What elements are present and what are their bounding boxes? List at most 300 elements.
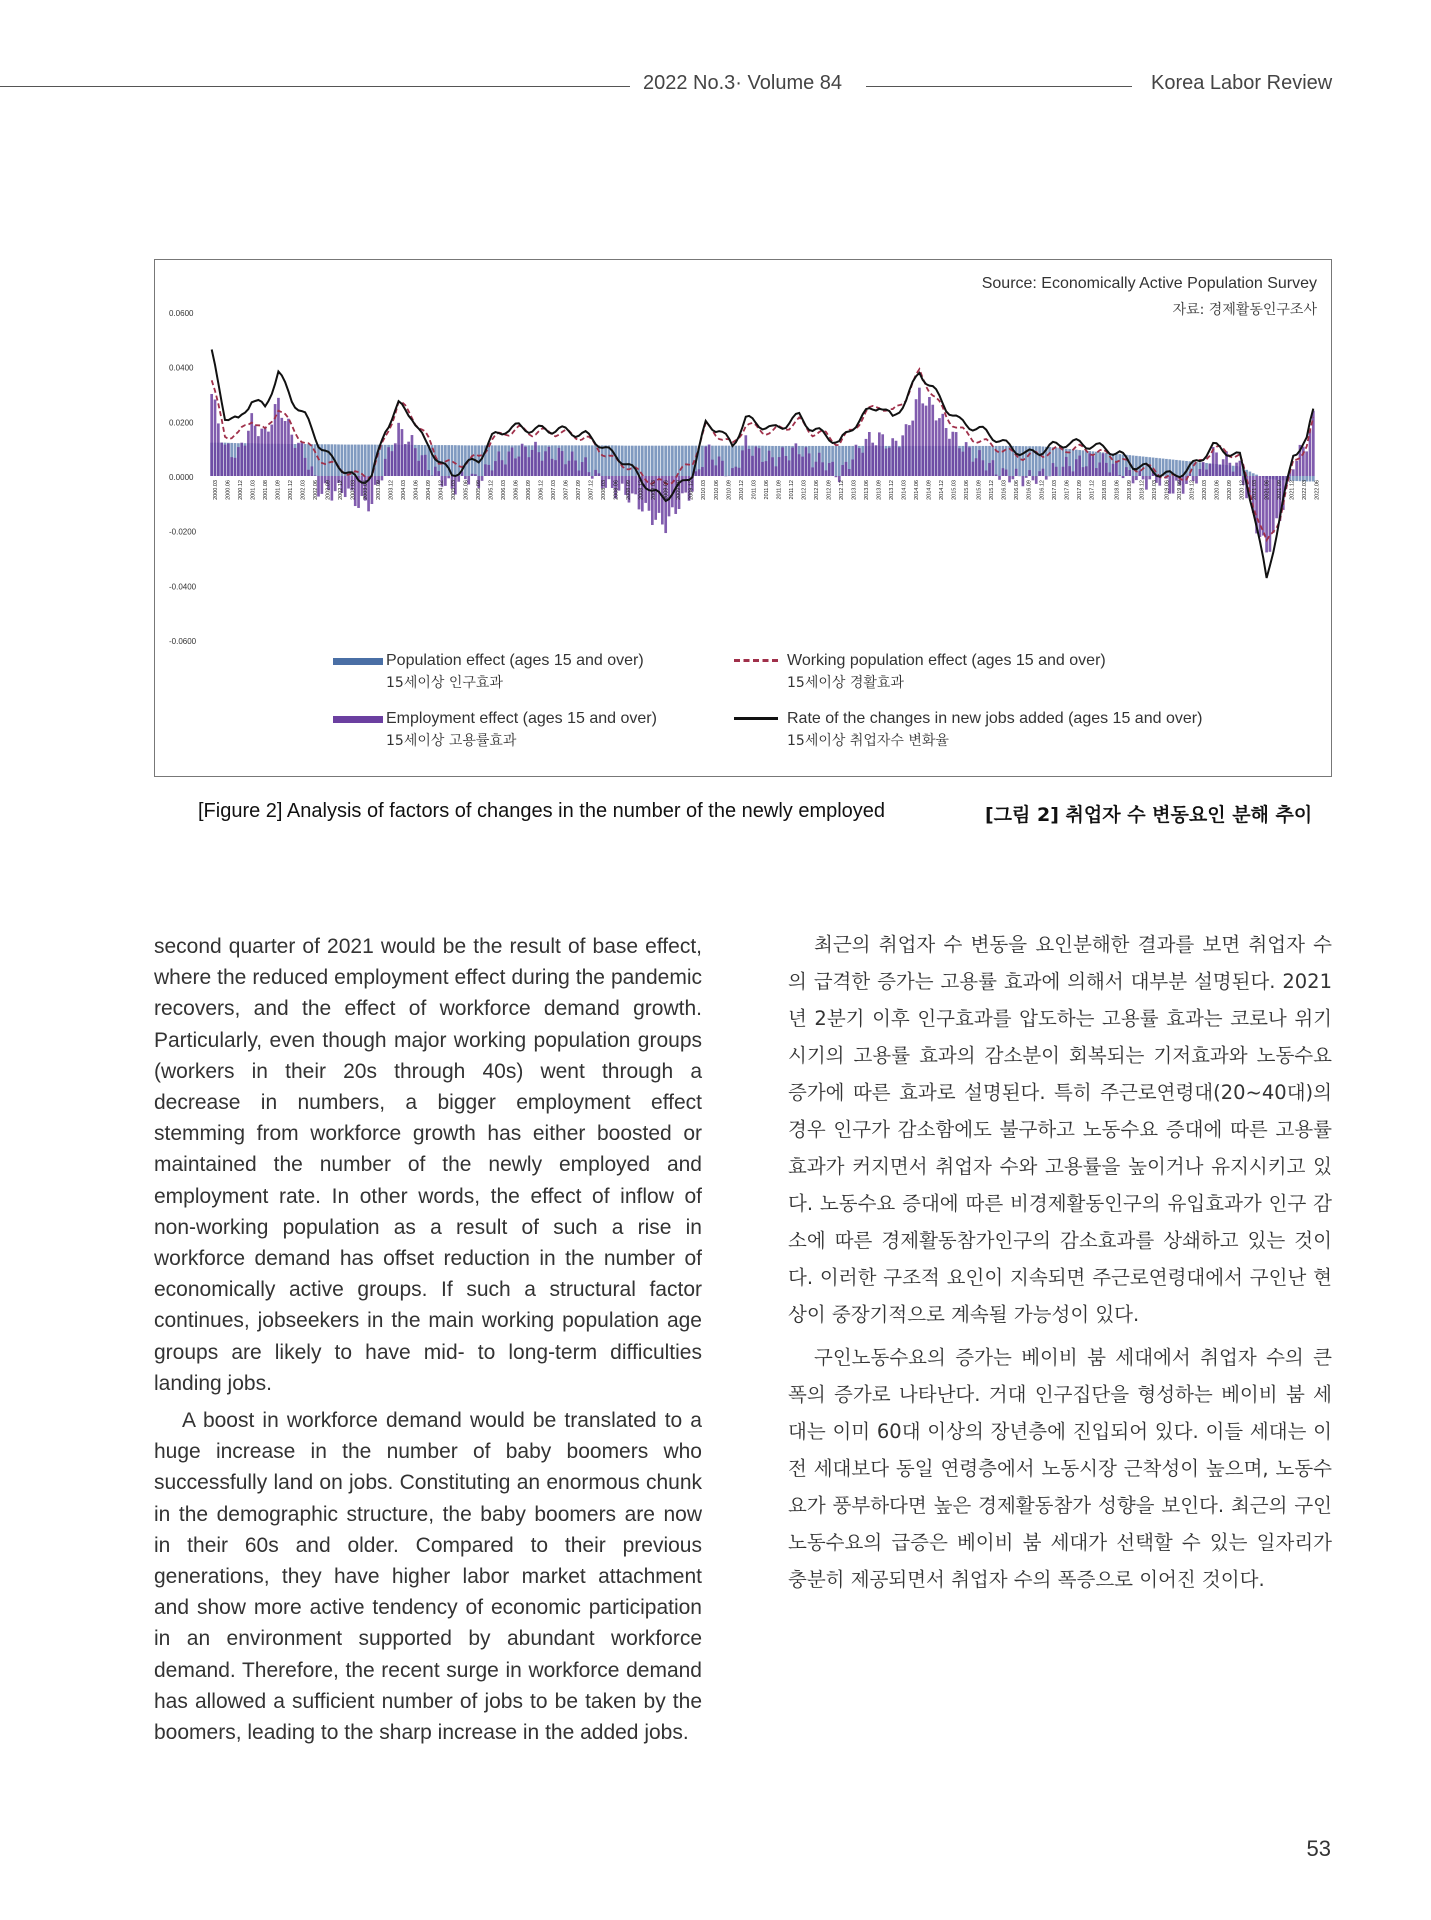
x-tick-label: 2003.09	[375, 480, 382, 500]
employment-bar	[347, 476, 350, 489]
employment-bar	[815, 462, 818, 476]
korean-paragraph-1: 최근의 취업자 수 변동을 요인분해한 결과를 보면 취업자 수의 급격한 증가는 고용률 효과에 의해서 대부분 설명된다. 2021년 2분기 이후 인구효과를 압도하는 고용률 효과는 코로나 위기 시기의 고용률 효과의 감소분이 회복되는 기저효과와 노동수요 증가에 따른 효과로 설명된다. 특히 주근로연령대(20~40대)의 경우 인구가 감소함에도 불구하고 노동수요 증대에 따른 고용률 효과가 커지면서 취업자 수와 고용률을 높이거나 유지시키고 있다. 노동수요 증대에 따른 비경제활동인구의 유입효과가 인구 감소에 따른 경제활동참가인구의 감소효과를 상쇄하고 있는 것이다. 이러한 구조적 요인이 지속되면 주근로연령대에서 구인난 현상이 중장기적으로 계속될 가능성이 있다.	[788, 933, 1332, 1326]
employment-bar	[444, 476, 447, 486]
x-tick-label: 2005.06	[463, 480, 470, 500]
employment-bar	[871, 443, 874, 476]
employment-bar	[307, 470, 310, 476]
employment-bar	[921, 403, 924, 476]
employment-bar	[1038, 471, 1041, 476]
employment-bar	[721, 461, 724, 476]
employment-bar	[978, 450, 981, 476]
employment-bar	[1028, 470, 1031, 476]
x-tick-label: 2015.09	[976, 480, 983, 500]
employment-bar	[875, 445, 878, 476]
employment-bar	[220, 443, 223, 476]
employment-bar	[1105, 463, 1108, 476]
population-bar	[347, 445, 350, 476]
population-bar	[1118, 454, 1121, 476]
employment-bar	[1052, 463, 1055, 476]
employment-bar	[371, 476, 374, 504]
employment-bar	[868, 432, 871, 476]
x-tick-label: 2012.03	[801, 480, 808, 500]
x-tick-label: 2022.06	[1314, 480, 1321, 500]
population-bar	[1175, 460, 1178, 476]
employment-bar	[888, 448, 891, 476]
employment-bar	[1135, 476, 1138, 480]
employment-bar	[507, 452, 510, 476]
x-tick-label: 2006.06	[513, 480, 520, 500]
employment-bar	[648, 476, 651, 511]
employment-bar	[1118, 475, 1121, 476]
employment-bar	[861, 453, 864, 476]
chart	[155, 260, 1331, 776]
employment-bar	[751, 456, 754, 476]
x-tick-label: 2016.03	[1001, 480, 1008, 500]
population-bar	[838, 446, 841, 476]
y-tick-label: 0.0400	[169, 363, 194, 373]
employment-bar	[1219, 465, 1222, 476]
employment-bar	[381, 476, 384, 480]
legend-working-population	[787, 650, 1106, 694]
employment-bar	[1075, 459, 1078, 476]
employment-bar	[290, 435, 293, 476]
employment-bar	[898, 447, 901, 476]
legend-working-population-en: Working population effect (ages 15 and over)	[787, 652, 1106, 669]
employment-bar	[771, 457, 774, 476]
x-tick-label: 2020.03	[1201, 480, 1208, 500]
population-bar	[668, 446, 671, 476]
employment-bar	[387, 447, 390, 476]
employment-bar	[517, 457, 520, 476]
employment-bar	[304, 458, 307, 476]
employment-bar	[407, 442, 410, 476]
employment-bar	[758, 448, 761, 476]
employment-bar	[544, 451, 547, 476]
employment-bar	[911, 421, 914, 476]
employment-bar	[437, 471, 440, 476]
employment-bar	[1235, 463, 1238, 476]
employment-bar	[1065, 457, 1068, 476]
x-tick-label: 2017.09	[1076, 480, 1083, 500]
x-tick-label: 2001.12	[288, 480, 295, 500]
employment-bar	[1272, 476, 1275, 533]
employment-bar	[694, 471, 697, 476]
employment-bar	[471, 474, 474, 476]
employment-bar	[791, 448, 794, 476]
legend-employment	[386, 708, 657, 752]
employment-bar	[554, 460, 557, 476]
employment-bar	[1045, 476, 1048, 480]
employment-bar	[855, 445, 858, 476]
population-bar	[1249, 472, 1252, 476]
english-paragraph-1: second quarter of 2021 would be the result of base effect, where the reduced employment effect during the pandemic recovers, and the effect of workforce demand growth. Particularly, even though major working population groups (workers in their 20s through 40s) went through a decrease in numbers, a bigger employment effect stemming from workforce growth has either boosted or maintained the number of the newly employed and employment rate. In other words, the effect of inflow of non-working population as a result of such a rise in workforce demand has offset reduction in the number of economically active groups. If such a structural factor continues, jobseekers in the main working population age groups are likely to have mid- to long-term difficulties landing jobs.	[154, 935, 702, 1395]
figure-caption-kr: [그림 2] 취업자 수 변동요인 분해 추이	[985, 804, 1313, 826]
population-bar	[1309, 476, 1312, 481]
issue-label: 2022 No.3· Volume 84	[643, 72, 843, 94]
x-tick-label: 2008.09	[626, 480, 633, 500]
employment-bar	[334, 476, 337, 491]
employment-bar	[915, 399, 918, 476]
employment-bar	[1115, 461, 1118, 476]
employment-bar	[574, 461, 577, 476]
employment-bar	[1305, 451, 1308, 476]
population-bar	[631, 446, 634, 476]
population-bar	[661, 446, 664, 476]
x-tick-label: 2014.09	[926, 480, 933, 500]
employment-bar	[811, 467, 814, 476]
population-bar	[464, 445, 467, 476]
employment-bar	[564, 464, 567, 476]
population-bar	[1178, 460, 1181, 476]
x-tick-label: 2019.03	[1151, 480, 1158, 500]
employment-bar	[935, 420, 938, 476]
employment-bar	[995, 475, 998, 476]
population-bar	[381, 445, 384, 476]
x-tick-label: 2015.06	[964, 480, 971, 500]
employment-bar	[401, 429, 404, 476]
employment-bar	[818, 453, 821, 476]
employment-bar	[734, 467, 737, 476]
employment-bar	[881, 434, 884, 476]
page-number: 53	[1306, 1836, 1331, 1861]
legend-jobs-rate-kr: 15세이상 취업자수 변화율	[787, 733, 949, 749]
employment-bar	[1098, 463, 1101, 476]
korean-column	[788, 926, 1332, 1598]
employment-bar	[1302, 447, 1305, 476]
employment-bar	[992, 460, 995, 476]
employment-bar	[698, 469, 701, 476]
employment-bar	[394, 443, 397, 476]
x-tick-label: 2000.12	[238, 480, 245, 500]
legend-swatch-population	[333, 658, 383, 665]
employment-bar	[404, 444, 407, 476]
x-tick-label: 2001.08	[263, 480, 270, 500]
employment-bar	[958, 448, 961, 476]
x-tick-label: 2005.12	[488, 480, 495, 500]
x-tick-label: 2001.03	[250, 480, 257, 500]
x-tick-label: 2013.09	[876, 480, 883, 500]
employment-bar	[931, 405, 934, 476]
employment-bar	[1145, 476, 1148, 490]
employment-bar	[1122, 476, 1125, 478]
employment-bar	[521, 444, 524, 476]
employment-bar	[885, 449, 888, 476]
employment-bar	[344, 476, 347, 497]
figure-frame	[154, 259, 1332, 777]
population-bar	[651, 446, 654, 476]
employment-bar	[531, 450, 534, 476]
employment-bar	[1195, 476, 1198, 484]
x-tick-label: 2002.09	[325, 480, 332, 500]
employment-bar	[865, 439, 868, 476]
population-bar	[1252, 473, 1255, 476]
employment-bar	[1239, 461, 1242, 476]
x-tick-label: 2021.09	[1277, 480, 1284, 500]
population-bar	[728, 446, 731, 476]
employment-bar	[514, 458, 517, 476]
employment-bar	[788, 460, 791, 476]
x-tick-label: 2005.03	[450, 480, 457, 500]
y-tick-label: 0.0000	[169, 473, 194, 482]
population-bar	[1022, 446, 1025, 476]
employment-bar	[551, 459, 554, 476]
employment-bar	[775, 466, 778, 476]
employment-bar	[1188, 473, 1191, 476]
population-bar	[644, 446, 647, 476]
x-tick-label: 2012.06	[813, 480, 820, 500]
y-tick-label: 0.0200	[169, 418, 194, 428]
employment-bar	[1012, 476, 1015, 479]
employment-bar	[1068, 466, 1071, 476]
employment-bar	[457, 476, 460, 482]
employment-bar	[234, 458, 237, 476]
y-tick-label: -0.0400	[169, 582, 197, 592]
employment-bar	[1078, 456, 1081, 476]
employment-bar	[805, 447, 808, 476]
x-tick-label: 2002.12	[338, 480, 345, 500]
employment-bar	[971, 462, 974, 476]
employment-bar	[568, 461, 571, 476]
x-tick-label: 2011.06	[763, 480, 770, 500]
employment-bar	[951, 432, 954, 476]
x-tick-label: 2003.03	[350, 480, 357, 500]
employment-bar	[955, 432, 958, 476]
employment-bar	[214, 400, 217, 476]
employment-bar	[831, 462, 834, 476]
korean-paragraph-2: 구인노동수요의 증가는 베이비 붐 세대에서 취업자 수의 큰 폭의 증가로 나타난다. 거대 인구집단을 형성하는 베이비 붐 세대는 이미 60대 이상의 장년층에 진입되어 있다. 이들 세대는 이전 세대보다 동일 연령층에서 노동시장 근착성이 높으며, 노동수요가 풍부하다면 높은 경제활동참가 성향을 보인다. 최근의 구인노동수요의 급증은 베이비 붐 세대가 선택할 수 있는 일자리가 충분히 제공되면서 취업자 수의 폭증으로 이어진 것이다.	[788, 1346, 1332, 1591]
employment-bar	[541, 461, 544, 476]
population-bar	[457, 445, 460, 476]
employment-bar	[938, 418, 941, 476]
employment-bar	[297, 443, 300, 476]
employment-bar	[1072, 471, 1075, 476]
employment-bar	[608, 476, 611, 479]
employment-bar	[965, 442, 968, 476]
employment-bar	[795, 443, 798, 476]
header-rule-middle	[866, 86, 1132, 87]
population-bar	[681, 446, 684, 476]
x-tick-label: 2009.03	[651, 480, 658, 500]
employment-bar	[264, 428, 267, 476]
employment-bar	[421, 455, 424, 476]
population-bar	[324, 444, 327, 476]
employment-bar	[744, 435, 747, 476]
legend-population-en: Population effect (ages 15 and over)	[386, 652, 644, 669]
x-tick-label: 2001.09	[275, 480, 282, 500]
legend-jobs-rate-en: Rate of the changes in new jobs added (ages 15 and over)	[787, 710, 1203, 727]
x-tick-label: 2021.03	[1252, 480, 1259, 500]
employment-bar	[1172, 476, 1175, 494]
x-tick-label: 2020.09	[1227, 480, 1234, 500]
employment-bar	[821, 462, 824, 476]
employment-bar	[534, 442, 537, 476]
employment-bar	[464, 476, 467, 479]
x-tick-label: 2006.12	[538, 480, 545, 500]
x-tick-label: 2021.12	[1289, 480, 1296, 500]
x-tick-label: 2020.06	[1214, 480, 1221, 500]
population-bar	[601, 445, 604, 476]
x-tick-label: 2000.03	[213, 480, 220, 500]
employment-bar	[280, 418, 283, 476]
employment-bar	[701, 467, 704, 476]
population-bar	[1058, 448, 1061, 476]
employment-bar	[835, 476, 838, 477]
employment-bar	[591, 476, 594, 479]
employment-bar	[1005, 470, 1008, 476]
employment-bar	[1025, 476, 1028, 478]
legend-swatch-employment	[333, 716, 383, 723]
employment-bar	[294, 448, 297, 476]
employment-bar	[1232, 472, 1235, 476]
employment-bar	[1085, 466, 1088, 476]
employment-bar	[1102, 453, 1105, 476]
x-tick-label: 2006.03	[500, 480, 507, 500]
x-tick-label: 2008.03	[601, 480, 608, 500]
population-bar	[367, 445, 370, 476]
legend-jobs-rate	[787, 708, 1202, 752]
employment-bar	[277, 398, 280, 476]
employment-bar	[621, 476, 624, 484]
employment-bar	[1209, 464, 1212, 476]
population-bar	[1048, 447, 1051, 476]
x-tick-label: 2004.09	[425, 480, 432, 500]
x-tick-label: 2003.12	[388, 480, 395, 500]
employment-bar	[237, 447, 240, 476]
x-tick-label: 2017.03	[1051, 480, 1058, 500]
employment-bar	[941, 414, 944, 476]
employment-bar	[708, 445, 711, 476]
employment-bar	[224, 445, 227, 476]
x-tick-label: 2007.06	[563, 480, 570, 500]
x-tick-label: 2009.12	[688, 480, 695, 500]
x-tick-label: 2014.03	[901, 480, 908, 500]
employment-bar	[511, 448, 514, 476]
journal-title: Korea Labor Review	[1151, 72, 1333, 94]
employment-bar	[484, 464, 487, 476]
x-tick-label: 2009.09	[676, 480, 683, 500]
employment-bar	[1142, 476, 1145, 479]
employment-bar	[494, 461, 497, 476]
x-tick-label: 2018.06	[1114, 480, 1121, 500]
employment-bar	[731, 468, 734, 476]
population-bar	[1018, 446, 1021, 476]
employment-bar	[260, 429, 263, 476]
population-bar	[1122, 454, 1125, 476]
employment-bar	[748, 449, 751, 476]
employment-bar	[1015, 469, 1018, 476]
employment-bar	[1035, 476, 1038, 484]
employment-bar	[975, 458, 978, 476]
x-tick-label: 2014.12	[939, 480, 946, 500]
employment-bar	[918, 388, 921, 476]
employment-bar	[1082, 467, 1085, 476]
x-tick-label: 2012.09	[826, 480, 833, 500]
x-tick-label: 2004.03	[400, 480, 407, 500]
population-bar	[621, 446, 624, 476]
x-tick-label: 2003.06	[363, 480, 370, 500]
employment-bar	[254, 426, 257, 476]
employment-bar	[961, 452, 964, 476]
employment-bar	[1312, 411, 1315, 476]
x-tick-label: 2004.06	[413, 480, 420, 500]
employment-bar	[634, 476, 637, 494]
employment-bar	[537, 452, 540, 476]
employment-bar	[267, 432, 270, 476]
employment-bar	[391, 451, 394, 476]
employment-bar	[257, 436, 260, 476]
population-bar	[344, 445, 347, 476]
population-bar	[471, 445, 474, 476]
population-bar	[1255, 475, 1258, 476]
employment-bar	[491, 470, 494, 476]
employment-bar	[417, 461, 420, 476]
employment-bar	[548, 447, 551, 476]
employment-bar	[1138, 471, 1141, 476]
employment-bar	[244, 446, 247, 476]
population-bar	[1168, 459, 1171, 476]
employment-bar	[778, 457, 781, 476]
population-bar	[624, 446, 627, 476]
employment-bar	[891, 438, 894, 476]
x-tick-label: 2018.12	[1139, 480, 1146, 500]
x-tick-label: 2016.06	[1014, 480, 1021, 500]
employment-bar	[754, 447, 757, 476]
population-bar	[608, 445, 611, 476]
population-bar	[641, 446, 644, 476]
population-bar	[835, 446, 838, 476]
employment-bar	[1108, 472, 1111, 476]
population-bar	[591, 445, 594, 476]
employment-bar	[684, 476, 687, 493]
employment-bar	[287, 419, 290, 476]
employment-bar	[598, 473, 601, 476]
population-bar	[588, 445, 591, 476]
x-tick-label: 2010.06	[713, 480, 720, 500]
x-tick-label: 2016.12	[1039, 480, 1046, 500]
employment-bar	[571, 452, 574, 476]
x-tick-label: 2008.06	[613, 480, 620, 500]
population-bar	[1145, 457, 1148, 476]
x-tick-label: 2008.12	[638, 480, 645, 500]
x-tick-label: 2017.12	[1089, 480, 1096, 500]
employment-bar	[474, 474, 477, 476]
employment-bar	[558, 448, 561, 476]
employment-bar	[968, 447, 971, 476]
employment-bar	[851, 459, 854, 476]
x-tick-label: 2006.09	[525, 480, 532, 500]
employment-bar	[594, 470, 597, 476]
employment-bar	[1055, 467, 1058, 476]
population-bar	[648, 446, 651, 476]
population-bar	[351, 445, 354, 476]
y-tick-label: -0.0600	[169, 637, 197, 646]
population-bar	[684, 446, 687, 476]
population-bar	[1135, 456, 1138, 476]
x-tick-label: 2013.03	[851, 480, 858, 500]
x-tick-label: 2011.09	[776, 480, 783, 500]
employment-bar	[905, 424, 908, 476]
employment-bar	[988, 463, 991, 476]
x-tick-label: 2007.12	[588, 480, 595, 500]
legend-swatch-working-population	[734, 659, 778, 662]
x-tick-label: 2019.12	[1189, 480, 1196, 500]
population-bar	[327, 444, 330, 476]
x-tick-label: 2000.06	[225, 480, 232, 500]
employment-bar	[310, 466, 313, 476]
employment-bar	[384, 459, 387, 476]
x-tick-label: 2011.12	[788, 480, 795, 500]
employment-bar	[908, 425, 911, 476]
